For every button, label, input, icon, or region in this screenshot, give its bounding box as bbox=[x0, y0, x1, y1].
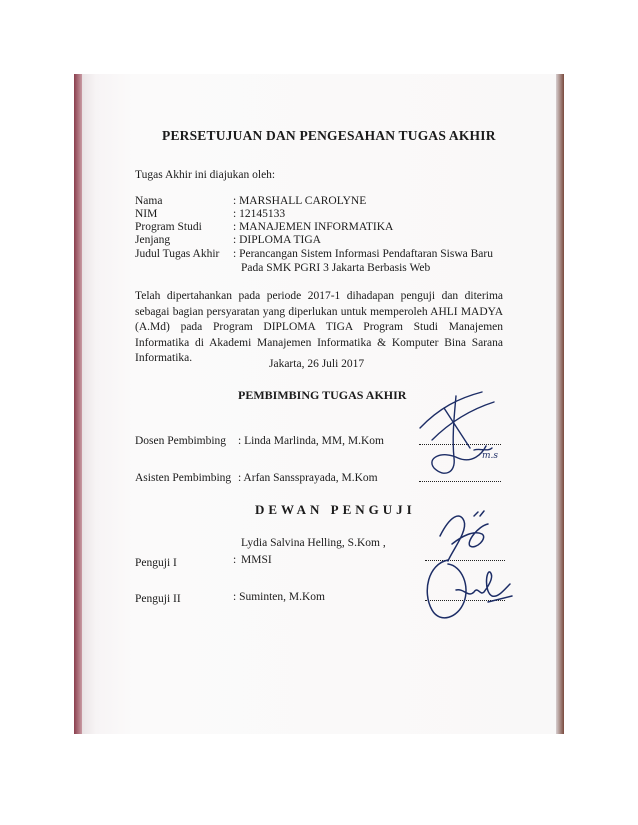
dosen-pembimbing-label: Dosen Pembimbing bbox=[135, 435, 227, 447]
intro-text: Tugas Akhir ini diajukan oleh: bbox=[135, 169, 276, 181]
field-label-judul: Judul Tugas Akhir bbox=[135, 248, 220, 260]
signature-dosen-pembimbing bbox=[414, 388, 514, 483]
document-title: PERSETUJUAN DAN PENGESAHAN TUGAS AKHIR bbox=[162, 128, 496, 143]
field-value-judul-line2: Pada SMK PGRI 3 Jakarta Berbasis Web bbox=[241, 262, 431, 274]
paper-shadow-left bbox=[74, 74, 82, 734]
dewan-penguji-heading: DEWAN PENGUJI bbox=[255, 502, 416, 517]
penguji1-name-line2: MMSI bbox=[241, 554, 272, 566]
place-date: Jakarta, 26 Juli 2017 bbox=[269, 358, 365, 370]
field-value-judul: : Perancangan Sistem Informasi Pendaftaran Siswa Baru bbox=[233, 248, 493, 260]
field-value-nim: : 12145133 bbox=[233, 208, 286, 220]
signature-penguji2 bbox=[418, 552, 518, 632]
field-label-nama: Nama bbox=[135, 195, 163, 207]
field-value-jenjang: : DIPLOMA TIGA bbox=[233, 234, 321, 246]
field-label-program-studi: Program Studi bbox=[135, 221, 202, 233]
penguji2-label: Penguji II bbox=[135, 593, 181, 605]
paper-shadow-right bbox=[556, 74, 564, 734]
field-value-nama: : MARSHALL CAROLYNE bbox=[233, 195, 367, 207]
penguji2-value: : Suminten, M.Kom bbox=[233, 591, 326, 603]
penguji1-colon: : bbox=[233, 554, 237, 566]
approval-paragraph: Telah dipertahankan pada periode 2017-1 dihadapan penguji dan diterima sebagai bagian persyaratan yang diperlukan untuk memperoleh AHLI MADYA (A.Md) pada Program DIPLOMA TIGA Program Studi Manajemen Informatika di Akademi Manajemen Informatika & Komputer Bina Sarana Informatika. bbox=[135, 290, 503, 364]
asisten-pembimbing-value: : Arfan Sanssprayada, M.Kom bbox=[238, 472, 378, 484]
asisten-pembimbing-label: Asisten Pembimbing bbox=[135, 472, 232, 484]
dosen-pembimbing-value: : Linda Marlinda, MM, M.Kom bbox=[238, 435, 384, 447]
field-value-program-studi: : MANAJEMEN INFORMATIKA bbox=[233, 221, 394, 233]
svg-text:m.s: m.s bbox=[482, 451, 499, 461]
penguji1-label: Penguji I bbox=[135, 557, 177, 569]
field-label-nim: NIM bbox=[135, 208, 158, 220]
penguji1-name-line1: Lydia Salvina Helling, S.Kom , bbox=[241, 537, 386, 549]
pembimbing-heading: PEMBIMBING TUGAS AKHIR bbox=[238, 388, 407, 402]
field-label-jenjang: Jenjang bbox=[135, 234, 171, 246]
